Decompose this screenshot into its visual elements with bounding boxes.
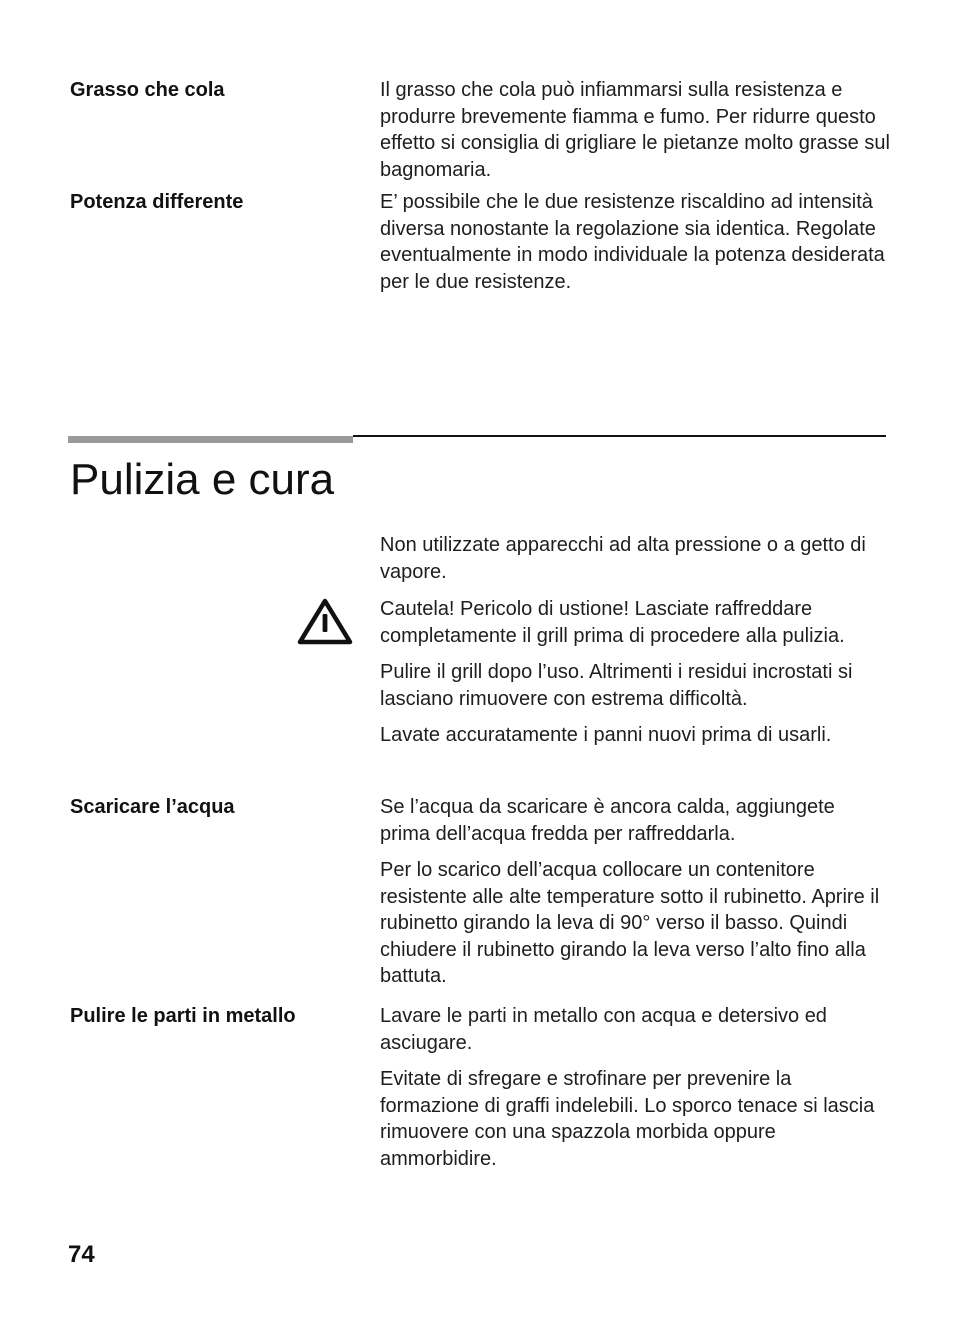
label-potenza-differente: Potenza differente xyxy=(70,191,244,213)
intro-paragraph-2: Pulire il grill dopo l’uso. Altrimenti i residui incrostati si lasciano rimuovere con estrema difficoltà. xyxy=(380,661,853,710)
text-potenza-differente: E’ possibile che le due resistenze riscaldino ad intensità diversa nonostante la regolazione sia identica. Regolate eventualmente in modo individuale la potenza desiderata per le due resistenze. xyxy=(380,191,885,293)
page-number: 74 xyxy=(68,1241,95,1268)
label-scaricare-acqua: Scaricare l’acqua xyxy=(70,796,235,818)
text-scaricare-acqua-1: Se l’acqua da scaricare è ancora calda, aggiungete prima dell’acqua fredda per raffreddarla. xyxy=(380,796,835,845)
chapter-rule-accent xyxy=(68,436,353,443)
warning-triangle-icon xyxy=(296,597,354,645)
text-grasso-che-cola: Il grasso che cola può infiammarsi sulla resistenza e produrre brevemente fiamma e fumo. Per ridurre questo effetto si consiglia di grigliare le pietanze molto grasse sul bagnomaria. xyxy=(380,79,890,181)
intro-paragraph-1: Non utilizzate apparecchi ad alta pressione o a getto di vapore. xyxy=(380,534,866,583)
chapter-title: Pulizia e cura xyxy=(70,455,335,504)
label-grasso-che-cola: Grasso che cola xyxy=(70,79,225,101)
text-pulire-metallo-2: Evitate di sfregare e strofinare per prevenire la formazione di graffi indelebili. Lo sporco tenace si lascia rimuovere con una spazzola morbida oppure ammorbidire. xyxy=(380,1068,875,1170)
text-scaricare-acqua-2: Per lo scarico dell’acqua collocare un contenitore resistente alle alte temperature sotto il rubinetto. Aprire il rubinetto girando la leva di 90° verso il basso. Quindi chiudere il rubinetto girando la leva verso l’alto fino alla battuta. xyxy=(380,859,880,987)
label-pulire-metallo: Pulire le parti in metallo xyxy=(70,1005,296,1027)
warning-text: Cautela! Pericolo di ustione! Lasciate raffreddare completamente il grill prima di procedere alla pulizia. xyxy=(380,598,845,647)
intro-paragraph-3: Lavate accuratamente i panni nuovi prima di usarli. xyxy=(380,724,832,746)
chapter-rule-line xyxy=(353,435,886,437)
text-pulire-metallo-1: Lavare le parti in metallo con acqua e detersivo ed asciugare. xyxy=(380,1005,827,1054)
